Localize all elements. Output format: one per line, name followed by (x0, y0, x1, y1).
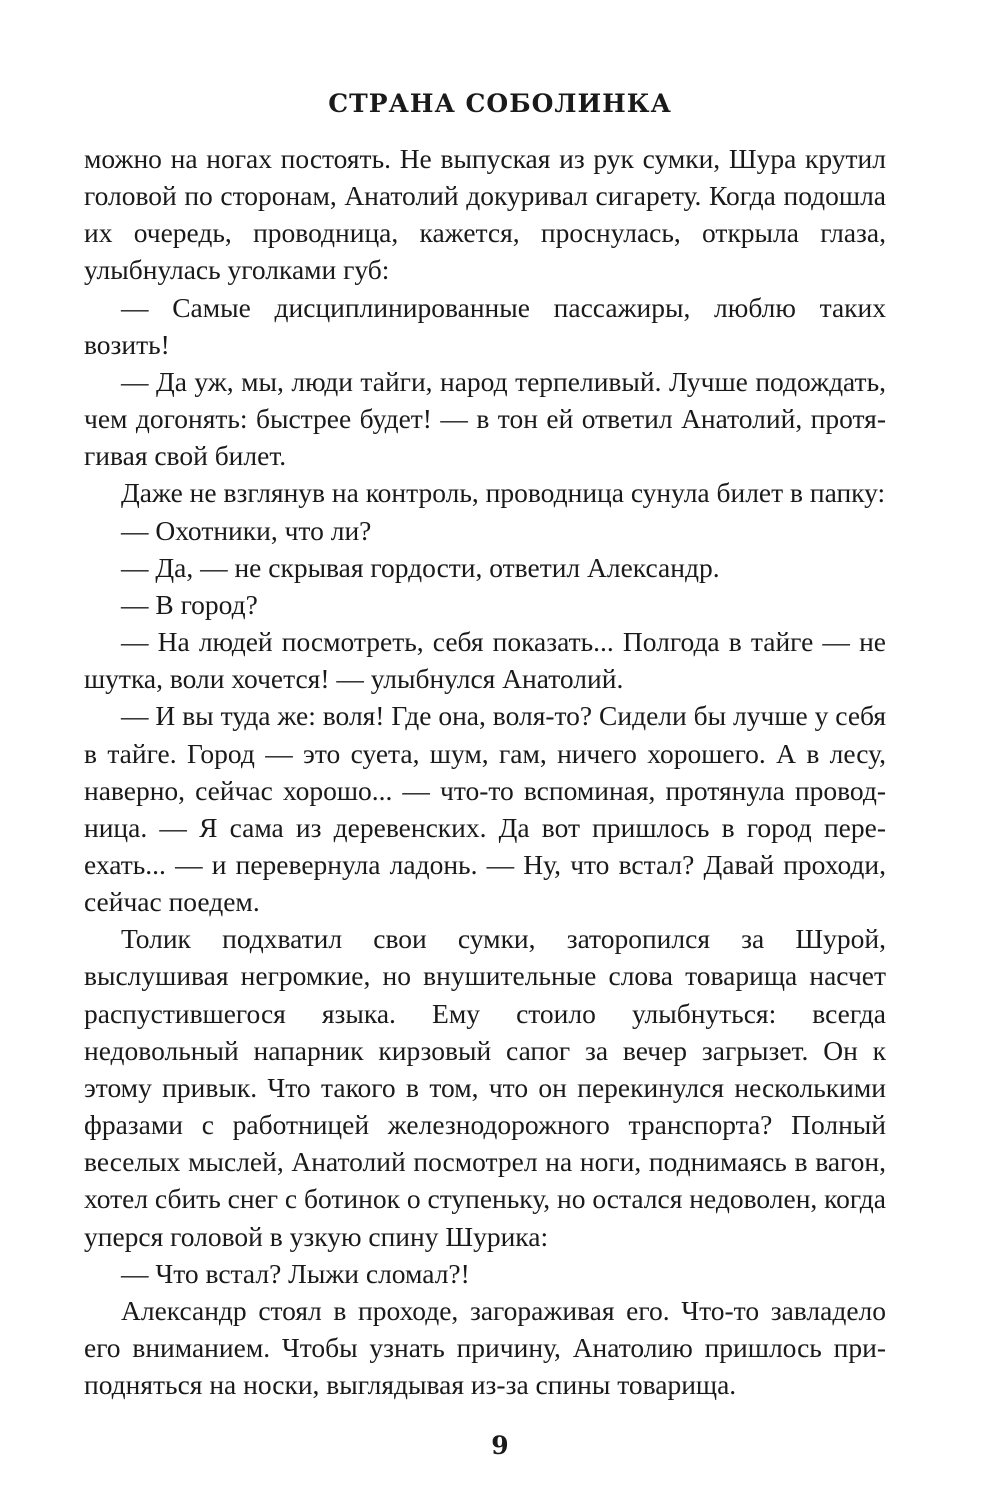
paragraph: — На людей посмотреть, себя показать... Полгода в тайге — не шутка, воли хочется! — улыбнулся Анатолий. (84, 626, 886, 695)
paragraph: — Что встал? Лыжи сломал?! (121, 1257, 470, 1289)
page-number: 9 (491, 1431, 509, 1460)
paragraph: Даже не взглянув на контроль, проводница сунула билет в папку: (121, 477, 886, 509)
paragraph: можно на ногах постоять. Не выпуская из рук сумки, Шура крутил головой по сторонам, Анатолий докуривал сигарету. Когда подошла их очередь, проводница, кажется, проснулась, открыла глаза, улыбнулась уголками губ: (84, 143, 886, 286)
paragraph: — Охотники, что ли? (121, 514, 372, 546)
running-title: СТРАНА СОБОЛИНКА (328, 89, 672, 118)
body-text (84, 140, 886, 1403)
paragraph: — И вы туда же: воля! Где она, воля-то? Сидели бы лучше у себя в тайге. Город — это суета, шум, гам, ничего хорошего. А в лесу, наверно, сейчас хорошо... — что-то вспоминая, протянула проводница. — Я сама из деревенских. Да вот пришлось в город переехать... — и перевернула ладонь. — Ну, что встал? Давай проходи, сейчас поедем. (84, 700, 886, 918)
paragraph: — В город? (121, 588, 258, 620)
paragraph: — Да уж, мы, люди тайги, народ терпеливый. Лучше подождать, чем догонять: быстрее будет! — в тон ей ответил Анатолий, протягивая свой билет. (84, 365, 886, 472)
paragraph: Александр стоял в проходе, загораживая его. Что-то завладело его вниманием. Чтобы узнать причину, Анатолию пришлось приподняться на носки, выглядывая из-за спины товарища. (84, 1294, 886, 1401)
paragraph: — Да, — не скрывая гордости, ответил Александр. (121, 551, 720, 583)
paragraph: — Самые дисциплинированные пассажиры, люблю таких возить! (84, 291, 886, 360)
paragraph: Толик подхватил свои сумки, заторопился за Шурой, выслушивая негромкие, но внушительные слова товарища насчет распустившегося языка. Ему стоило улыбнуться: всегда недовольный напарник кирзовый сапог за вечер загрызет. Он к этому привык. Что такого в том, что он перекинулся несколькими фразами с работницей железнодорожного транспорта? Полный веселых мыслей, Анатолий посмотрел на ноги, поднимаясь в вагон, хотел сбить снег с ботинок о ступеньку, но остался недоволен, когда уперся головой в узкую спину Шурика: (84, 923, 886, 1252)
